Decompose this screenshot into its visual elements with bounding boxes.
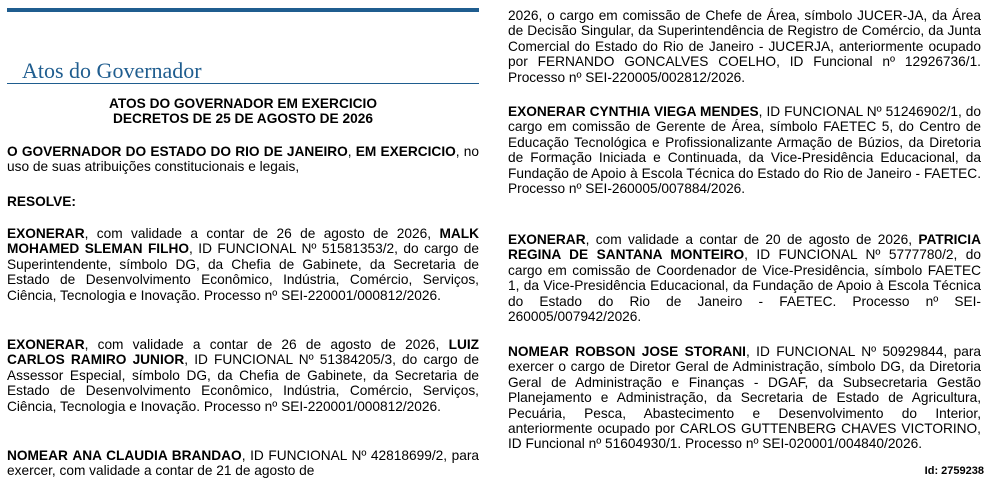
act-person-name: PATRICIA REGINA DE SANTANA MONTEIRO	[508, 232, 981, 263]
act-text: , ID FUNCIONAL Nº 42818699/2, para exercer, com validade a contar de 21 de agosto de	[7, 448, 479, 479]
document-id: Id: 2759238	[924, 465, 984, 477]
act-pre: , com validade a contar de 26 de agosto de 2026,	[84, 226, 440, 241]
act-verb: EXONERAR	[7, 226, 85, 241]
act-pre: , com validade a contar de 20 de agosto de 2026,	[585, 232, 919, 247]
intro-sep: ,	[347, 144, 356, 159]
act-text: , ID FUNCIONAL Nº 5777780/2, do cargo em comissão de Coordenador de Vice-Presidência, símbolo FAETEC 1, da Vice-Presidência Educacional, da Fundação de Apoio à Escola Técnica do Estado do Rio de Janeiro - FAETEC. Processo nº SEI-260005/007942/2026.	[508, 247, 981, 325]
act-text: , ID FUNCIONAL Nº 50929844, para exercer o cargo de Diretor Geral de Administração, símbolo DG, da Diretoria Geral de Administração e Finanças - DGAF, da Subsecretaria Gestão Planejamento e Administração, da Secretaria de Estado de Agricultura, Pecuária, Pesca, Abastecimento e Desenvolvimento do Interior, anteriormente ocupado por CARLOS GUTTENBERG CHAVES VICTORINO, ID Funcional nº 51604930/1. Processo nº SEI-020001/004840/2026.	[508, 344, 982, 452]
intro-exercicio: EM EXERCICIO	[355, 144, 456, 159]
act-text: , ID FUNCIONAL Nº 51246902/1, do cargo em comissão de Gerente de Área, símbolo FAETEC 5, do Centro de Educação Tecnológica e Profissionalizante Armação de Búzios, da Diretoria de Formação Iniciada e Continuada, da Vice-Presidência Educacional, da Fundação de Apoio à Escola Técnica do Estado do Rio de Janeiro - FAETEC. Processo nº SEI-260005/007884/2026.	[508, 104, 982, 197]
act-pre: , com validade a contar de 26 de agosto de 2026,	[84, 337, 449, 352]
act-paragraph	[7, 337, 479, 414]
act-verb: EXONERAR	[508, 104, 586, 119]
act-person-name: LUIZ CARLOS RAMIRO JUNIOR	[7, 337, 479, 368]
act-paragraph	[508, 344, 981, 452]
continuation-paragraph: 2026, o cargo em comissão de Chefe de Área, símbolo JUCER-JA, da Área de Decisão Singular, da Superintendência de Registro de Comércio, da Junta Comercial do Estado do Rio de Janeiro - JUCERJA, anteriormente ocupado por FERNANDO GONCALVES COELHO, ID Funcional nº 12926736/1. Processo nº SEI-220005/002812/2026.	[508, 8, 981, 85]
act-verb: NOMEAR	[508, 344, 569, 359]
top-rule	[7, 8, 479, 12]
act-text: , ID FUNCIONAL Nº 51384205/3, do cargo de Assessor Especial, símbolo DG, da Chefia de Gabinete, da Secretaria de Estado de Desenvolvimento Econômico, Indústria, Comércio, Serviços, Ciência, Tecnologia e Inovação. Processo nº SEI-220001/000812/2026.	[7, 352, 479, 414]
act-paragraph	[7, 448, 479, 479]
act-paragraph	[508, 104, 981, 196]
act-person-name: MALK MOHAMED SLEMAN FILHO	[7, 226, 479, 257]
act-person-name: ANA CLAUDIA BRANDAO	[72, 448, 242, 463]
act-person-name: ROBSON JOSE STORANI	[575, 344, 746, 359]
section-underline	[7, 83, 479, 84]
act-person-name: CYNTHIA VIEGA MENDES	[589, 104, 759, 119]
act-text: , ID FUNCIONAL Nº 51581353/2, do cargo de Superintendente, símbolo DG, da Chefia de Gabinete, da Secretaria de Estado de Desenvolvimento Econômico, Indústria, Comércio, Serviços, Ciência, Tecnologia e Inovação. Processo nº SEI-220001/000812/2026.	[7, 241, 480, 303]
act-verb: NOMEAR	[7, 448, 68, 463]
act-paragraph	[7, 226, 479, 303]
act-verb: EXONERAR	[7, 337, 85, 352]
act-paragraph	[508, 232, 981, 324]
resolve-label: RESOLVE:	[7, 194, 76, 209]
intro-rest: , no uso de suas atribuições constitucionais e legais,	[7, 144, 479, 175]
act-verb: EXONERAR	[508, 232, 586, 247]
decree-heading	[7, 96, 479, 127]
intro-governor: O GOVERNADOR DO ESTADO DO RIO DE JANEIRO	[7, 144, 348, 159]
intro-paragraph	[7, 144, 479, 175]
heading-line-2: DECRETOS DE 25 DE AGOSTO DE 2026	[113, 111, 373, 127]
section-title: Atos do Governador	[22, 58, 202, 83]
heading-line-1: ATOS DO GOVERNADOR EM EXERCICIO	[109, 96, 377, 111]
